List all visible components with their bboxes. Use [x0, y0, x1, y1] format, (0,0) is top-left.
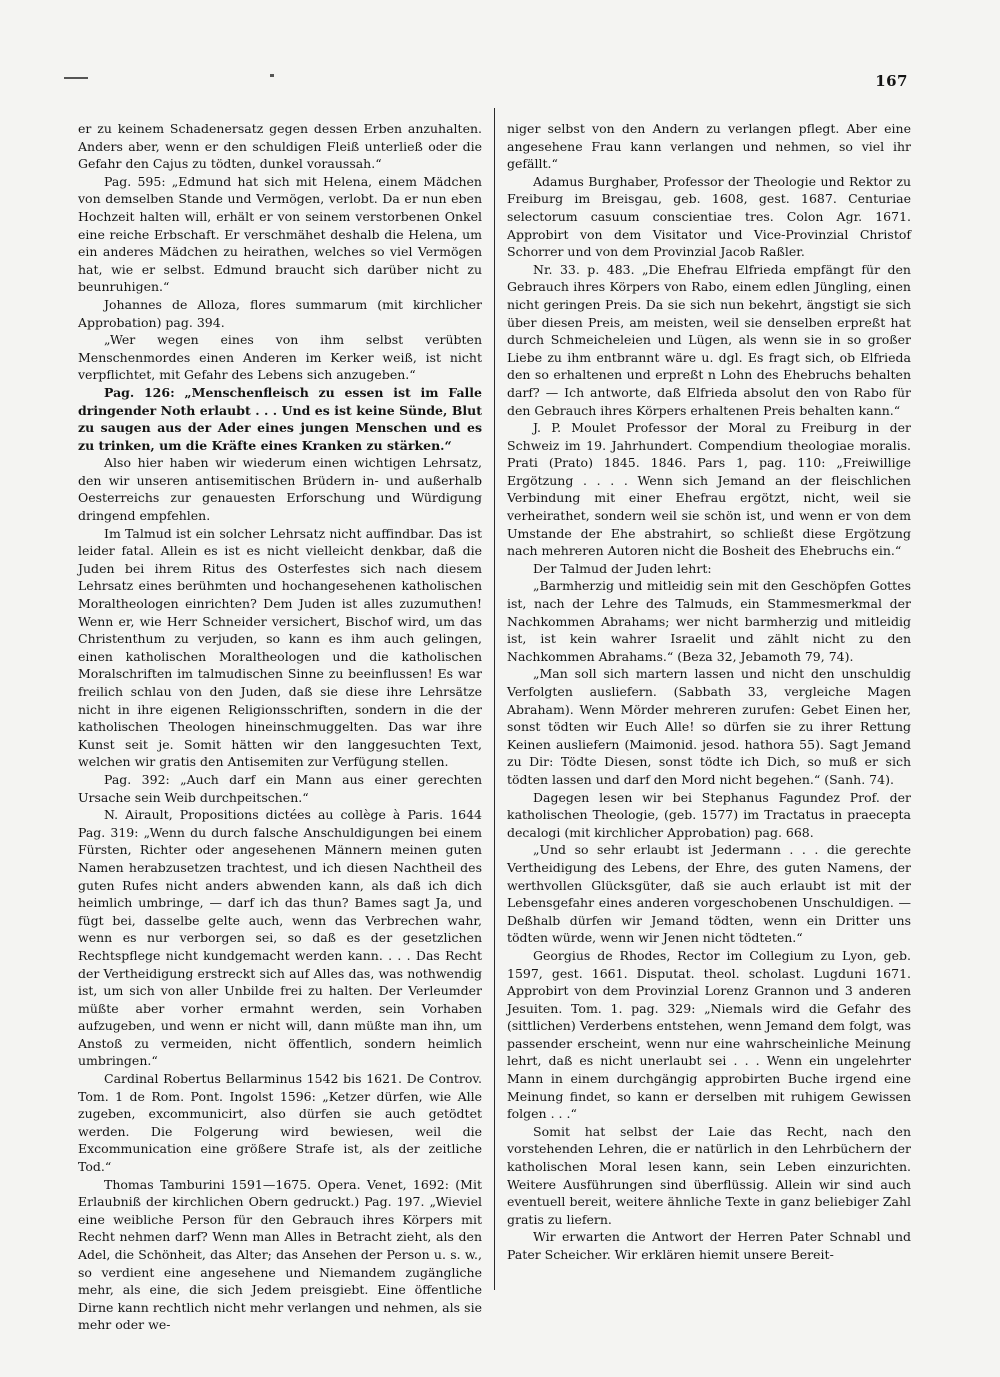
paragraph: er zu keinem Schadenersatz gegen dessen Erben anzuhalten. Anders aber, wenn er den schuldigen Fleiß unterließ oder die Gefahr den Cajus zu tödten, dunkel voraussah.“ [78, 121, 482, 172]
paragraph: Pag. 392: „Auch darf ein Mann aus einer gerechten Ursache sein Weib durchpeitschen.“ [78, 771, 482, 805]
page-number: 167 [875, 72, 908, 90]
paragraph: Der Talmud der Juden lehrt: [533, 560, 712, 576]
page-header-mark [64, 77, 88, 79]
paragraph: J. P. Moulet Professor der Moral zu Freiburg in der Schweiz im 19. Jahrhundert. Compendium theologiae moralis. Prati (Prato) 1845. 1846. Pars 1, pag. 110: „Freiwillige Ergötzung . . . . Wenn sich Jemand an der fleischlichen Verbindung mit einer Ehefrau ergötzt, nicht, weil sie verheirathet, sondern weil sie schön ist, und wenn er von dem Umstande der Ehe abstrahirt, so schließt diese Ergötzung nach mehreren Autoren nicht die Bosheit des Ehebruchs ein.“ [507, 420, 911, 559]
paragraph: „Barmherzig und mitleidig sein mit den Geschöpfen Gottes ist, nach der Lehre des Talmuds, ein Stammesmerkmal der Nachkommen Abrahams; wer nicht barmherzig und mitleidig ist, ist kein wahrer Israelit und zählt nicht zu den Nachkommen Abrahams.“ (Beza 32, Jebamoth 79, 74). [507, 578, 911, 664]
paragraph: Wir erwarten die Antwort der Herren Pater Schnabl und Pater Scheicher. Wir erklären hiemit unsere Bereit- [507, 1229, 911, 1262]
paragraph: Johannes de Alloza, flores summarum (mit kirchlicher Approbation) pag. 394. [78, 296, 482, 330]
paragraph: Pag. 126: „Menschenfleisch zu essen ist im Falle dringender Noth erlaubt . . . Und es ist keine Sünde, Blut zu saugen aus der Ader eines jungen Menschen und es zu trinken, um die Kräfte eines Kranken zu stärken.“ [78, 384, 482, 453]
paragraph: Dagegen lesen wir bei Stephanus Fagundez Prof. der katholischen Theologie, (geb. 1577) im Tractatus in praecepta decalogi (mit kirchlicher Approbation) pag. 668. [507, 789, 911, 840]
paragraph: N. Airault, Propositions dictées au collège à Paris. 1644 Pag. 319: „Wenn du durch falsche Anschuldigungen bei einem Fürsten, Richter oder angesehenen Männern meinen guten Namen herabzusetzen trachtest, und ich diesen Nachtheil des guten Rufes nicht anders abwenden kann, als daß ich dich heimlich umbringe, — darf ich das thun? Bames sagt Ja, und fügt bei, dasselbe gelte auch, wenn das Verbrechen wahr, wenn es nur verborgen sei, so daß es der gesetzlichen Rechtspflege nicht kundgemacht werden kann. . . . Das Recht der Vertheidigung erstreckt sich auf Alles das, was nothwendig ist, um sich von aller Unbilde frei zu halten. Der Verleumder müßte aber vorher ermahnt werden, sein Vorhaben aufzugeben, und wenn er nicht will, dann müßte man ihn, um Anstoß zu vermeiden, nicht öffentlich, sondern heimlich umbringen.“ [78, 807, 482, 1069]
column-divider [494, 108, 495, 1290]
left-text-column [78, 120, 482, 1334]
paragraph: Somit hat selbst der Laie das Recht, nach den vorstehenden Lehren, die er natürlich in den Lehrbüchern der katholischen Moral lesen kann, sein Leben einzurichten. Weitere Ausführungen sind überflüssig. Allein wir sind auch eventuell bereit, weitere ähnliche Texte in ganz beliebiger Zahl gratis zu liefern. [507, 1123, 911, 1227]
paragraph: „Und so sehr erlaubt ist Jedermann . . . die gerechte Vertheidigung des Lebens, der Ehre, des guten Namens, der werthvollen Glücksgüter, daß sie auch erlaubt ist mit der Lebensgefahr eines anderen vorgeschobenen Unschuldigen. — Deßhalb dürfen wir Jemand tödten, wenn ein Dritter uns tödten würde, wenn wir Jenen nicht tödteten.“ [507, 842, 911, 946]
paragraph: „Wer wegen eines von ihm selbst verübten Menschenmordes einen Anderen im Kerker weiß, ist nicht verpflichtet, mit Gefahr des Lebens sich anzugeben.“ [78, 332, 482, 383]
paragraph: Georgius de Rhodes, Rector im Collegium zu Lyon, geb. 1597, gest. 1661. Disputat. theol. scholast. Lugduni 1671. Approbirt von dem Provinzial Lorenz Grannon und 3 anderen Jesuiten. Tom. 1. pag. 329: „Niemals wird die Gefahr des (sittlichen) Verderbens entstehen, wenn Jemand dem folgt, was passender erscheint, wenn nur eine wahrscheinliche Meinung lehrt, daß es nicht unerlaubt sei . . . Wenn ein ungelehrter Mann in einem durchgängig approbirten Buche irgend eine Meinung findet, so kann er derselben mit ruhigem Gewissen folgen . . .“ [507, 947, 911, 1122]
paragraph: Thomas Tamburini 1591—1675. Opera. Venet, 1692: (Mit Erlaubniß der kirchlichen Obern gedruckt.) Pag. 197. „Wieviel eine weibliche Person für den Gebrauch ihres Körpers mit Recht nehmen darf? Wenn man Alles in Betracht zieht, als den Adel, die Schönheit, das Alter; das Ansehen der Person u. s. w., so verdient eine angesehene und Niemandem zugängliche mehr, als eine, die sich Jedem preisgiebt. Eine öffentliche Dirne kann rechtlich nicht mehr verlangen und nehmen, als sie mehr oder we- [78, 1176, 482, 1333]
paragraph: Adamus Burghaber, Professor der Theologie und Rektor zu Freiburg im Breisgau, geb. 1608, gest. 1687. Centuriae selectorum casuum conscientiae tres. Colon Agr. 1671. Approbirt von dem Visitator und Vice-Provinzial Christof Schorrer und von dem Provinzial Jacob Raßler. [507, 173, 911, 260]
paragraph: Also hier haben wir wiederum einen wichtigen Lehrsatz, den wir unseren antisemitischen Brüdern in- und außerhalb Oesterreichs zur genauesten Erforschung und Würdigung dringend empfehlen. [78, 455, 482, 524]
paragraph: niger selbst von den Andern zu verlangen pflegt. Aber eine angesehene Frau kann verlangen und nehmen, so viel ihr gefällt.“ [507, 121, 911, 172]
paragraph: Pag. 595: „Edmund hat sich mit Helena, einem Mädchen von demselben Stande und Vermögen, verlobt. Da er nun eben Hochzeit halten will, erhält er von seinem verstorbenen Onkel eine reiche Erbschaft. Er verschmähet deshalb die Helena, um ein anderes Mädchen zu heirathen, welches so viel Vermögen hat, wie er selbst. Edmund braucht sich darüber nicht zu beunruhigen.“ [78, 173, 482, 295]
paragraph: Nr. 33. p. 483. „Die Ehefrau Elfrieda empfängt für den Gebrauch ihres Körpers von Rabo, einem edlen Jüngling, einen nicht geringen Preis. Da sie sich nun bekehrt, ängstigt sie sich über diesen Preis, am meisten, weil sie denselben erpreßt hat durch Schmeicheleien und Lügen, als wenn sie in so großer Liebe zu ihm entbrannt wäre u. dgl. Es fragt sich, ob Elfrieda den so erhaltenen und erpreßt n Lohn des Ehebruchs behalten darf? — Ich antworte, daß Elfrieda absolut den von Rabo für den Gebrauch ihres Körpers erhaltenen Preis behalten kann.“ [507, 261, 911, 418]
paragraph: „Man soll sich martern lassen und nicht den unschuldig Verfolgten ausliefern. (Sabbath 33, vergleiche Magen Abraham). Wenn Mörder mehreren zurufen: Gebet Einen her, sonst tödten wir Euch Alle! so dürfen sie zu ihrer Rettung Keinen ausliefern (Maimonid. jesod. hathora 55). Sagt Jemand zu Dir: Tödte Diesen, sonst tödte ich Dich, so muß er sich tödten lassen und darf den Mord nicht begehen.“ (Sanh. 74). [507, 666, 911, 787]
page-header-mark [270, 74, 274, 77]
paragraph: Cardinal Robertus Bellarminus 1542 bis 1621. De Controv. Tom. 1 de Rom. Pont. Ingolst 1596: „Ketzer dürfen, wie Alle zugeben, excommunicirt, also dürfen sie auch getödtet werden. Die Folgerung wird bewiesen, weil die Excommunication eine größere Strafe ist, als der zeitliche Tod.“ [78, 1071, 482, 1175]
right-text-column [507, 120, 911, 1264]
paragraph: Im Talmud ist ein solcher Lehrsatz nicht auffindbar. Das ist leider fatal. Allein es ist es nicht vielleicht denkbar, daß die Juden bei ihrem Ritus des Osterfestes sich nach diesem Lehrsatz eines berühmten und hochangesehenen katholischen Moraltheologen einrichten? Dem Juden ist alles zuzumuthen! Wenn er, wie Herr Schneider versichert, Bischof wird, um das Christenthum zu verjuden, so kann es ihm auch gelingen, einen katholischen Moraltheologen und die katholischen Moralschriften im talmudischen Sinne zu beeinflussen! Es war freilich schlau von den Juden, daß sie diese ihre Lehrsätze nicht in ihre eigenen Religionsschriften, sondern in die der katholischen Theologen hineinschmuggelten. Das war ihre Kunst seit je. Somit hätten wir den langgesuchten Text, welchen wir gratis den Antisemiten zur Verfügung stellen. [78, 525, 482, 770]
